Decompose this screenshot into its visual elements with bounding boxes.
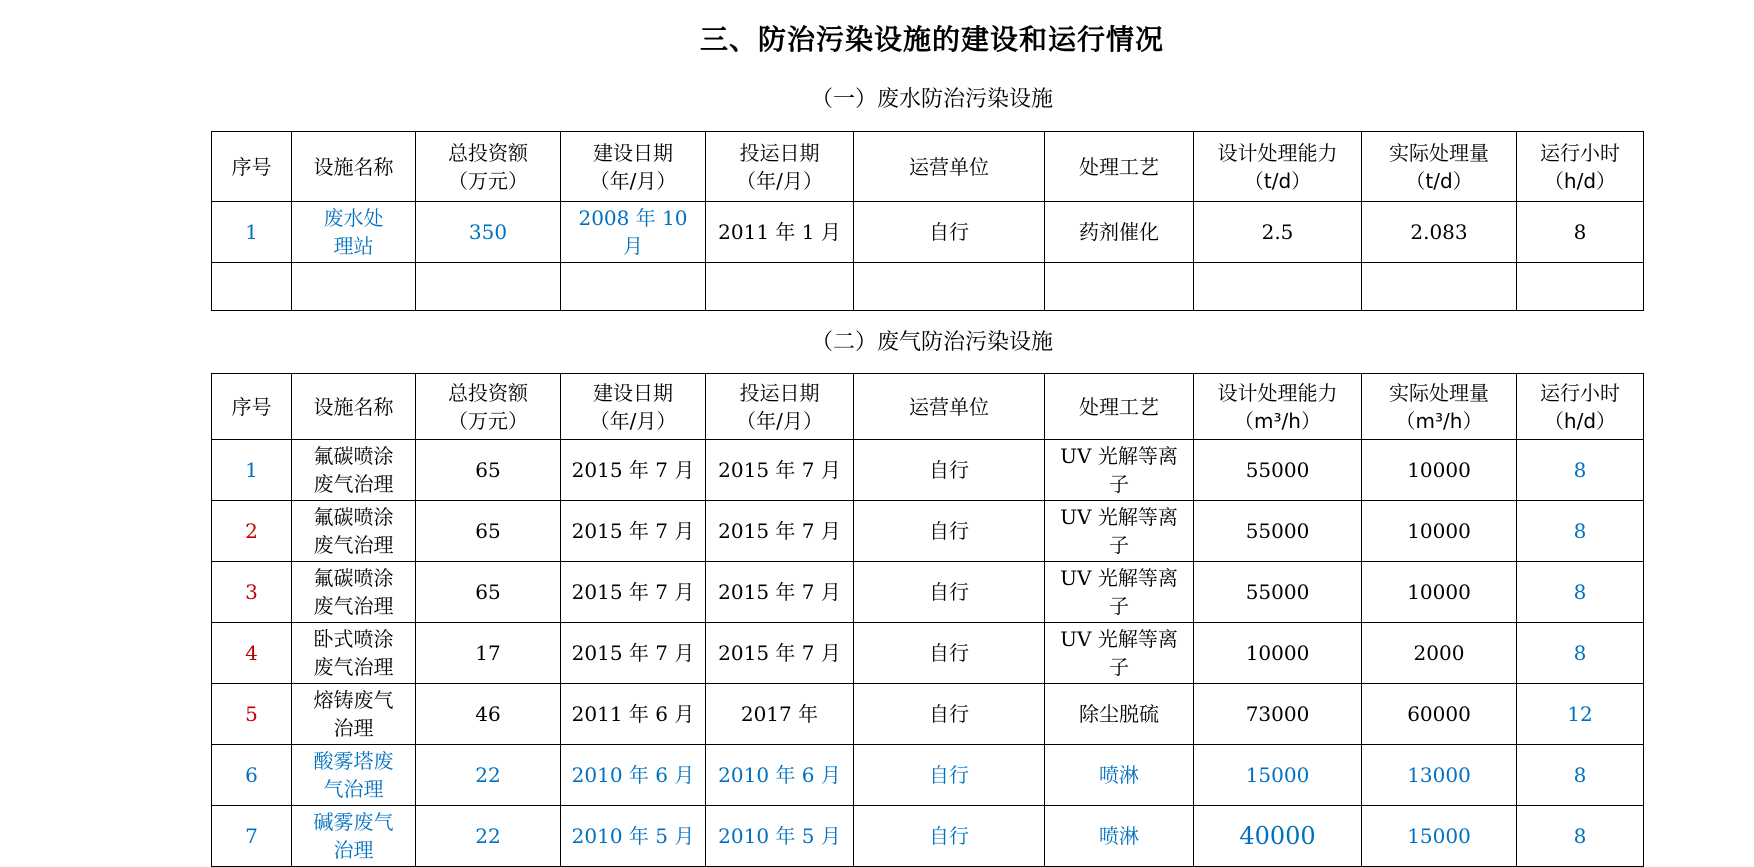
cell-text-line: 熔铸废气 — [313, 688, 394, 712]
table-cell — [416, 745, 561, 806]
cell-text-line: 2011 年 6 月 — [571, 702, 695, 726]
table-cell — [561, 501, 706, 562]
empty-table-cell — [1517, 263, 1644, 311]
cell-text-line: 建设日期 — [593, 140, 673, 165]
cell-text-line: 序号 — [231, 394, 272, 419]
cell-text-line: 15000 — [1407, 824, 1471, 848]
cell-text-line: 废气治理 — [313, 472, 394, 496]
cell-text-line: 月 — [623, 234, 643, 258]
column-header — [212, 132, 292, 202]
table-cell — [1045, 440, 1194, 501]
table-cell — [1194, 745, 1362, 806]
cell-text-line: 46 — [475, 702, 501, 726]
cell-text-line: 2008 年 10 — [578, 206, 688, 230]
table-cell — [1362, 501, 1517, 562]
cell-text-line: 运行小时 — [1540, 380, 1620, 405]
cell-text-line: 2000 — [1413, 641, 1465, 665]
cell-text-line: 2015 年 7 月 — [718, 458, 841, 482]
cell-text-line: 建设日期 — [593, 380, 673, 405]
exhaust-gas-table-header — [212, 374, 1644, 440]
cell-text-line: 卧式喷涂 — [313, 627, 394, 651]
column-header — [1194, 374, 1362, 440]
cell-text-line: 8 — [1573, 641, 1587, 665]
table-cell — [706, 745, 854, 806]
column-header — [1517, 132, 1644, 202]
cell-text-line: （万元） — [448, 168, 528, 193]
cell-text-line: （年/月） — [736, 408, 823, 433]
cell-text-line: 设施名称 — [313, 154, 394, 179]
table-cell — [854, 806, 1045, 867]
table-cell — [706, 623, 854, 684]
cell-text-line: （h/d） — [1543, 168, 1617, 193]
table-row — [212, 562, 1644, 623]
column-header — [706, 132, 854, 202]
cell-text-line: 55000 — [1245, 519, 1310, 543]
column-header — [1362, 132, 1517, 202]
cell-text-line: 碱雾废气 — [313, 810, 394, 834]
cell-text-line: 1 — [245, 220, 258, 244]
cell-text-line: 序号 — [231, 154, 272, 179]
table-cell — [1517, 684, 1644, 745]
table-cell — [706, 806, 854, 867]
table-row — [212, 623, 1644, 684]
table-cell — [212, 745, 292, 806]
cell-text-line: 处理工艺 — [1079, 394, 1159, 419]
cell-text-line: 13000 — [1407, 763, 1471, 787]
table-cell — [1362, 202, 1517, 263]
column-header — [292, 374, 416, 440]
empty-table-cell — [561, 263, 706, 311]
cell-text-line: 10000 — [1407, 519, 1471, 543]
column-header — [212, 374, 292, 440]
cell-text-line: 22 — [475, 824, 501, 848]
table-cell — [1194, 562, 1362, 623]
cell-text-line: 运行小时 — [1540, 140, 1620, 165]
cell-text-line: （万元） — [448, 408, 528, 433]
cell-text-line: 2011 年 1 月 — [718, 220, 841, 244]
cell-text-line: 子 — [1109, 533, 1129, 557]
table-row — [212, 684, 1644, 745]
table-cell — [1045, 202, 1194, 263]
section-title-exhaust-gas: （二）废气防治污染设施 — [810, 330, 1053, 355]
table-cell — [292, 806, 416, 867]
cell-text-line: 投运日期 — [739, 140, 820, 165]
table-cell — [854, 562, 1045, 623]
cell-text-line: （m³/h） — [1234, 408, 1321, 433]
cell-text-line: 2.083 — [1410, 220, 1468, 244]
table-cell — [292, 623, 416, 684]
cell-text-line: 喷淋 — [1099, 763, 1139, 787]
cell-text-line: 治理 — [333, 838, 374, 862]
cell-text-line: 投运日期 — [739, 380, 820, 405]
cell-text-line: 2015 年 7 月 — [571, 641, 695, 665]
table-cell — [1045, 684, 1194, 745]
table-cell — [212, 501, 292, 562]
cell-text-line: 总投资额 — [448, 140, 528, 165]
cell-text-line: 350 — [468, 220, 508, 244]
cell-text-line: 60000 — [1407, 702, 1471, 726]
cell-text-line: UV 光解等离 — [1060, 566, 1178, 590]
table-cell — [854, 623, 1045, 684]
cell-text-line: 废气治理 — [313, 533, 394, 557]
table-cell — [706, 440, 854, 501]
table-cell — [706, 562, 854, 623]
column-header — [416, 132, 561, 202]
cell-text-line: 15000 — [1245, 763, 1310, 787]
table-cell — [561, 623, 706, 684]
table-cell — [292, 501, 416, 562]
table-cell — [292, 684, 416, 745]
table-cell — [416, 562, 561, 623]
cell-text-line: 2015 年 7 月 — [571, 458, 695, 482]
cell-text-line: 6 — [245, 763, 258, 787]
table-cell — [1045, 501, 1194, 562]
table-cell — [1362, 684, 1517, 745]
table-cell — [854, 684, 1045, 745]
cell-text-line: 自行 — [929, 580, 969, 604]
table-cell — [1517, 501, 1644, 562]
cell-text-line: UV 光解等离 — [1060, 444, 1178, 468]
cell-text-line: 自行 — [929, 763, 969, 787]
table-cell — [212, 684, 292, 745]
cell-text-line: 2010 年 6 月 — [571, 763, 695, 787]
wastewater-table-header — [212, 132, 1644, 202]
cell-text-line: 实际处理量 — [1389, 380, 1489, 405]
cell-text-line: 治理 — [333, 716, 374, 740]
cell-text-line: 自行 — [929, 641, 969, 665]
cell-text-line: （h/d） — [1543, 408, 1617, 433]
cell-text-line: 7 — [245, 824, 258, 848]
table-row — [212, 806, 1644, 867]
table-cell — [416, 440, 561, 501]
cell-text-line: 运营单位 — [909, 154, 989, 179]
table-cell — [1362, 623, 1517, 684]
cell-text-line: 2.5 — [1261, 220, 1294, 244]
cell-text-line: 2010 年 6 月 — [718, 763, 841, 787]
table-cell — [854, 440, 1045, 501]
table-cell — [1194, 806, 1362, 867]
cell-text-line: 设计处理能力 — [1217, 380, 1338, 405]
table-cell — [1045, 806, 1194, 867]
table-cell — [1517, 806, 1644, 867]
cell-text-line: 药剂催化 — [1079, 220, 1159, 244]
page-title: 三、防治污染设施的建设和运行情况 — [699, 23, 1164, 56]
empty-table-cell — [292, 263, 416, 311]
cell-text-line: 废气治理 — [313, 594, 394, 618]
cell-text-line: 10000 — [1407, 580, 1471, 604]
table-cell — [1045, 562, 1194, 623]
table-cell — [706, 684, 854, 745]
table-cell — [561, 202, 706, 263]
table-cell — [212, 806, 292, 867]
table-cell — [706, 202, 854, 263]
cell-text-line: 2017 年 — [740, 702, 819, 726]
table-cell — [1194, 623, 1362, 684]
cell-text-line: 5 — [245, 702, 258, 726]
cell-text-line: 17 — [475, 641, 501, 665]
table-cell — [1362, 806, 1517, 867]
table-cell — [292, 562, 416, 623]
cell-text-line: 2015 年 7 月 — [571, 519, 695, 543]
cell-text-line: 55000 — [1245, 580, 1310, 604]
empty-table-cell — [416, 263, 561, 311]
column-header — [1362, 374, 1517, 440]
cell-text-line: 8 — [1573, 220, 1587, 244]
table-cell — [416, 501, 561, 562]
table-cell — [1045, 623, 1194, 684]
exhaust-gas-table-body — [212, 440, 1644, 867]
cell-text-line: 2015 年 7 月 — [571, 580, 695, 604]
column-header — [854, 374, 1045, 440]
cell-text-line: 自行 — [929, 702, 969, 726]
table-cell — [416, 202, 561, 263]
cell-text-line: 2010 年 5 月 — [718, 824, 841, 848]
cell-text-line: 废气治理 — [313, 655, 394, 679]
column-header — [292, 132, 416, 202]
header-row — [212, 132, 1644, 202]
cell-text-line: 65 — [475, 519, 501, 543]
empty-table-cell — [212, 263, 292, 311]
cell-text-line: 设计处理能力 — [1217, 140, 1338, 165]
column-header — [1045, 374, 1194, 440]
table-cell — [1045, 745, 1194, 806]
cell-text-line: 子 — [1109, 655, 1129, 679]
cell-text-line: 12 — [1567, 702, 1593, 726]
table-cell — [292, 202, 416, 263]
cell-text-line: 8 — [1573, 580, 1587, 604]
wastewater-table-body — [212, 202, 1644, 311]
cell-text-line: 8 — [1573, 824, 1587, 848]
table-cell — [1517, 202, 1644, 263]
cell-text-line: 8 — [1573, 763, 1587, 787]
column-header — [416, 374, 561, 440]
table-cell — [1194, 684, 1362, 745]
table-row — [212, 202, 1644, 263]
table-cell — [1362, 440, 1517, 501]
cell-text-line: 氟碳喷涂 — [313, 505, 394, 529]
cell-text-line: 2015 年 7 月 — [718, 641, 841, 665]
cell-text-line: 氟碳喷涂 — [313, 566, 394, 590]
cell-text-line: 2010 年 5 月 — [571, 824, 695, 848]
cell-text-line: 运营单位 — [909, 394, 989, 419]
cell-text-line: 处理工艺 — [1079, 154, 1159, 179]
table-cell — [1362, 745, 1517, 806]
cell-text-line: 3 — [245, 580, 258, 604]
table-cell — [854, 501, 1045, 562]
table-cell — [212, 562, 292, 623]
cell-text-line: （年/月） — [736, 168, 823, 193]
cell-text-line: 10000 — [1407, 458, 1471, 482]
section-title-wastewater: （一）废水防治污染设施 — [810, 87, 1053, 112]
cell-text-line: 酸雾塔废 — [313, 749, 394, 773]
table-cell — [561, 684, 706, 745]
table-row — [212, 440, 1644, 501]
table-cell — [1517, 745, 1644, 806]
empty-table-cell — [1362, 263, 1517, 311]
table-cell — [1194, 501, 1362, 562]
table-row — [212, 501, 1644, 562]
table-cell — [212, 440, 292, 501]
table-cell — [212, 202, 292, 263]
empty-table-cell — [706, 263, 854, 311]
cell-text-line: 实际处理量 — [1389, 140, 1489, 165]
table-cell — [212, 623, 292, 684]
empty-table-cell — [1194, 263, 1362, 311]
table-cell — [292, 745, 416, 806]
cell-text-line: 65 — [475, 458, 501, 482]
cell-text-line: 10000 — [1245, 641, 1310, 665]
table-row — [212, 745, 1644, 806]
cell-text-line: （t/d） — [1405, 168, 1473, 193]
cell-text-line: 自行 — [929, 458, 969, 482]
cell-text-line: （m³/h） — [1395, 408, 1483, 433]
cell-text-line: 理站 — [333, 234, 374, 258]
cell-text-line: UV 光解等离 — [1060, 627, 1178, 651]
empty-table-row — [212, 263, 1644, 311]
table-cell — [292, 440, 416, 501]
cell-text-line: 22 — [475, 763, 501, 787]
cell-text-line: 73000 — [1245, 702, 1310, 726]
cell-text-line: 40000 — [1239, 822, 1316, 850]
cell-text-line: 子 — [1109, 594, 1129, 618]
cell-text-line: 55000 — [1245, 458, 1310, 482]
table-cell — [1194, 202, 1362, 263]
cell-text-line: 除尘脱硫 — [1079, 702, 1159, 726]
table-cell — [1517, 440, 1644, 501]
table-cell — [854, 202, 1045, 263]
column-header — [561, 374, 706, 440]
table-cell — [416, 684, 561, 745]
empty-table-cell — [854, 263, 1045, 311]
column-header — [1517, 374, 1644, 440]
table-cell — [1517, 562, 1644, 623]
cell-text-line: 设施名称 — [313, 394, 394, 419]
cell-text-line: 氟碳喷涂 — [313, 444, 394, 468]
table-cell — [1362, 562, 1517, 623]
column-header — [706, 374, 854, 440]
table-cell — [416, 623, 561, 684]
cell-text-line: 2 — [245, 519, 258, 543]
table-cell — [854, 745, 1045, 806]
cell-text-line: 4 — [245, 641, 258, 665]
table-cell — [416, 806, 561, 867]
cell-text-line: （年/月） — [589, 408, 677, 433]
cell-text-line: 8 — [1573, 458, 1587, 482]
cell-text-line: 自行 — [929, 220, 969, 244]
column-header — [1045, 132, 1194, 202]
table-cell — [561, 440, 706, 501]
cell-text-line: 自行 — [929, 824, 969, 848]
cell-text-line: 废水处 — [323, 206, 384, 230]
column-header — [1194, 132, 1362, 202]
cell-text-line: （t/d） — [1243, 168, 1312, 193]
table-cell — [1517, 623, 1644, 684]
table-cell — [706, 501, 854, 562]
cell-text-line: 子 — [1109, 472, 1129, 496]
cell-text-line: 1 — [245, 458, 258, 482]
header-row — [212, 374, 1644, 440]
cell-text-line: 65 — [475, 580, 501, 604]
exhaust-gas-facilities-table — [211, 373, 1644, 867]
column-header — [854, 132, 1045, 202]
cell-text-line: （年/月） — [589, 168, 677, 193]
cell-text-line: UV 光解等离 — [1060, 505, 1178, 529]
column-header — [561, 132, 706, 202]
empty-table-cell — [1045, 263, 1194, 311]
cell-text-line: 2015 年 7 月 — [718, 580, 841, 604]
cell-text-line: 8 — [1573, 519, 1587, 543]
cell-text-line: 总投资额 — [448, 380, 528, 405]
table-cell — [561, 745, 706, 806]
cell-text-line: 自行 — [929, 519, 969, 543]
table-cell — [561, 562, 706, 623]
table-cell — [1194, 440, 1362, 501]
cell-text-line: 气治理 — [323, 777, 384, 801]
wastewater-facilities-table — [211, 131, 1644, 311]
table-cell — [561, 806, 706, 867]
cell-text-line: 2015 年 7 月 — [718, 519, 841, 543]
cell-text-line: 喷淋 — [1099, 824, 1139, 848]
